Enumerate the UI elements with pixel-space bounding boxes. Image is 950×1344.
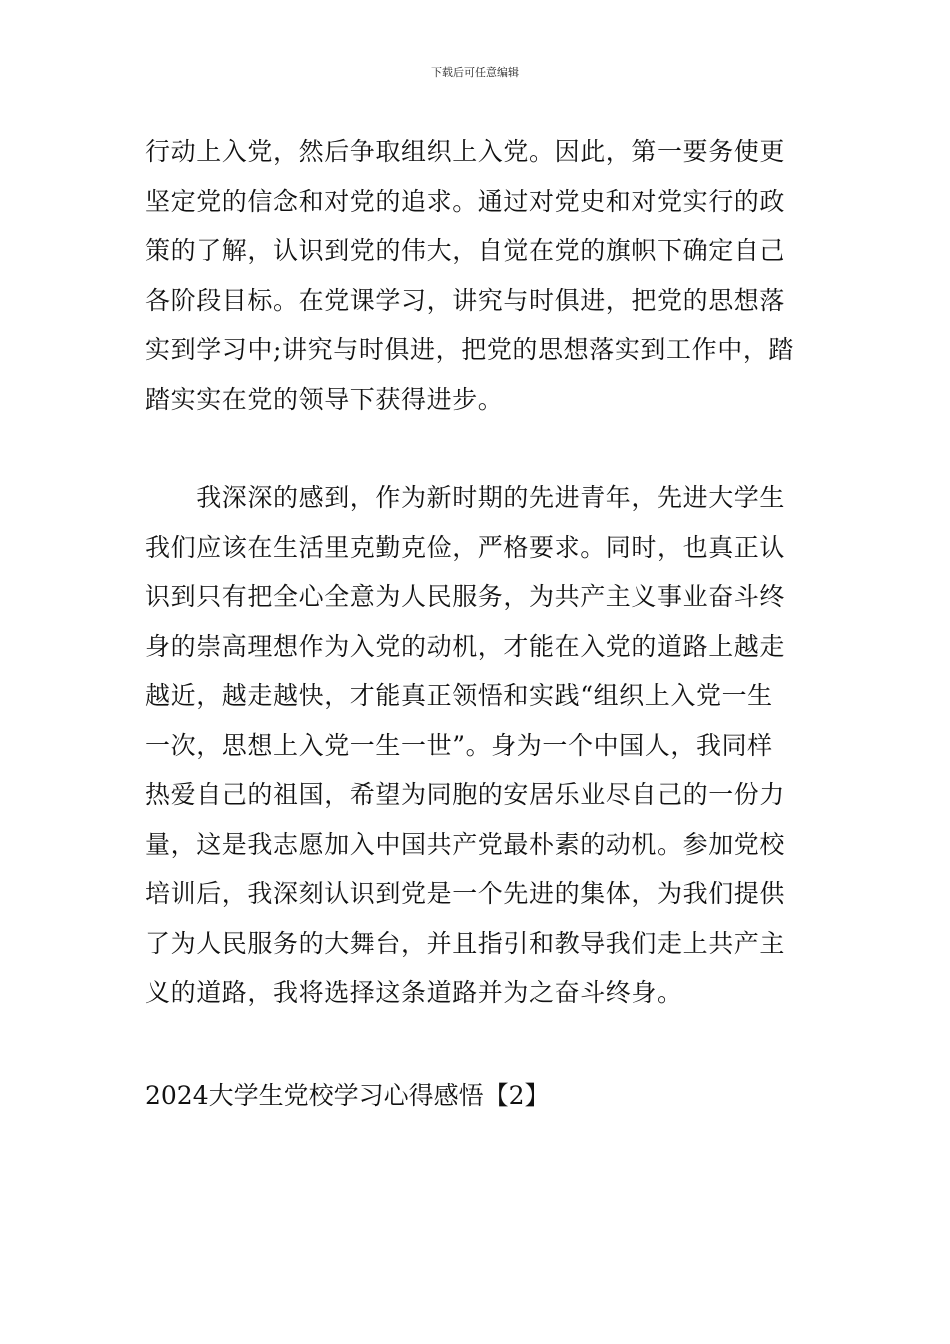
- text-line: 越近，越走越快，才能真正领悟和实践“组织上入党一生: [145, 681, 773, 710]
- page-header-note: 下载后可任意编辑: [431, 66, 519, 79]
- text-line: 行动上入党，然后争取组织上入党。因此，第一要务使更: [145, 137, 786, 166]
- text-line: 踏实实在党的领导下获得进步。: [145, 384, 504, 414]
- text-line: 量，这是我志愿加入中国共产党最朴素的动机。参加党校: [145, 829, 786, 859]
- text-line: 义的道路，我将选择这条道路并为之奋斗终身。: [145, 978, 683, 1007]
- text-line: 热爱自己的祖国，希望为同胞的安居乐业尽自己的一份力: [145, 780, 786, 809]
- text-line: 了为人民服务的大舞台，并且指引和教导我们走上共产主: [145, 928, 786, 958]
- text-line: 身的崇高理想作为入党的动机，才能在入党的道路上越走: [145, 631, 786, 661]
- text-line: 各阶段目标。在党课学习，讲究与时俱进，把党的思想落: [145, 285, 786, 315]
- text-line: 一次，思想上入党一生一世”。身为一个中国人，我同样: [145, 730, 773, 760]
- text-line: 坚定党的信念和对党的追求。通过对党史和对党实行的政: [145, 186, 786, 216]
- text-line: 策的了解，认识到党的伟大，自觉在党的旗帜下确定自己: [145, 236, 786, 265]
- text-line: 我深深的感到，作为新时期的先进青年，先进大学生: [145, 483, 786, 512]
- text-line: 培训后，我深刻认识到党是一个先进的集体，为我们提供: [145, 879, 786, 908]
- section-title: 2024大学生党校学习心得感悟【2】: [145, 1081, 550, 1110]
- text-line: 实到学习中;讲究与时俱进，把党的思想落实到工作中，踏: [145, 335, 795, 364]
- paragraph-1: [145, 127, 807, 424]
- paragraph-2: [145, 473, 807, 1018]
- text-line: 识到只有把全心全意为人民服务，为共产主义事业奋斗终: [145, 582, 786, 611]
- text-line: 我们应该在生活里克勤克俭，严格要求。同时，也真正认: [145, 532, 786, 562]
